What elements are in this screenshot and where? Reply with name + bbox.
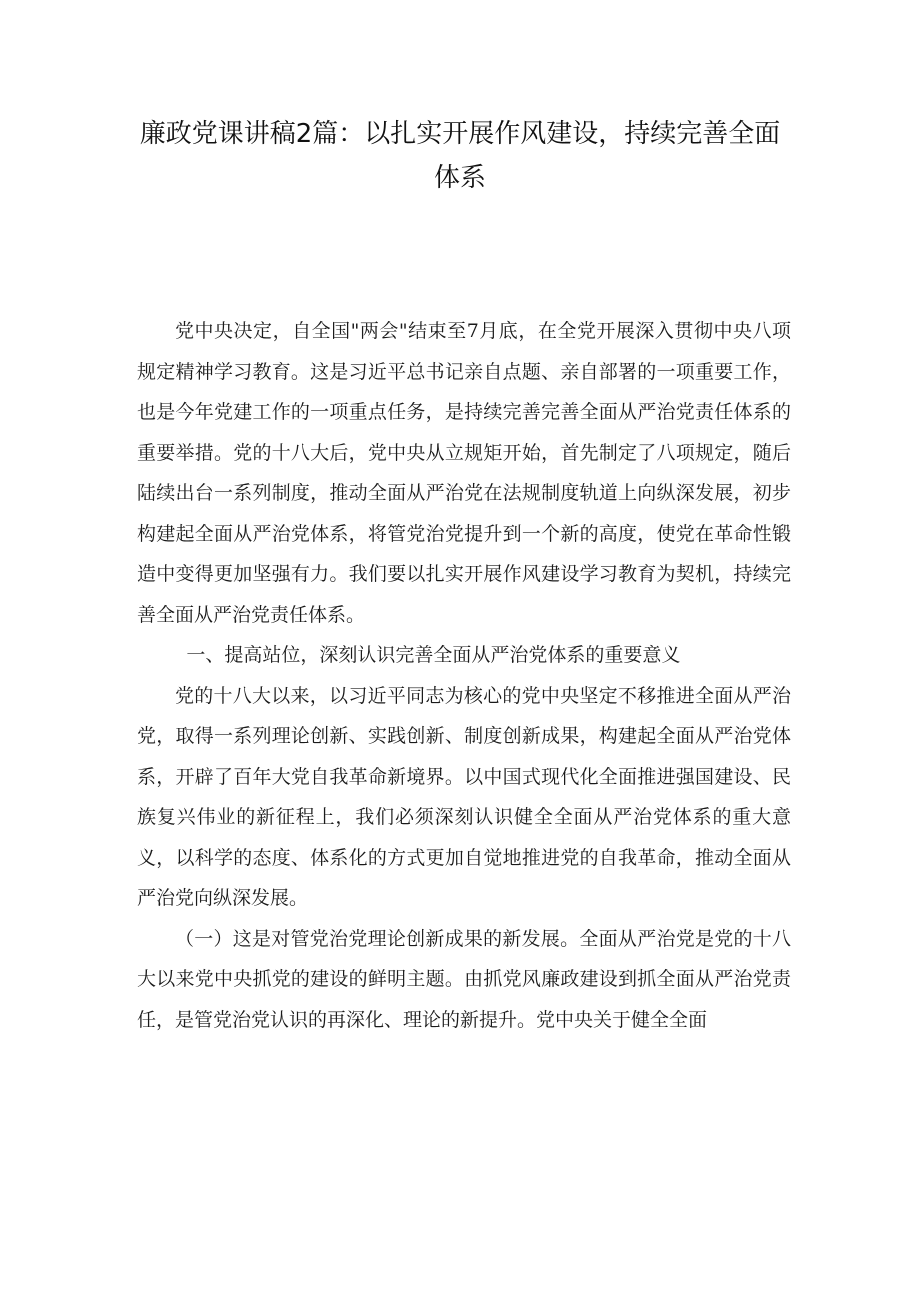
document-title — [130, 112, 790, 200]
document-body — [137, 311, 791, 1040]
title-line-2: 体系 — [433, 163, 486, 193]
paragraph-intro: 党中央决定，自全国"两会"结束至7月底，在全党开展深入贯彻中央八项规定精神学习教育。这是习近平总书记亲自点题、亲自部署的一项重要工作，也是今年党建工作的一项重点任务，是持续完善完善全面从严治党责任体系的重要举措。党的十八大后，党中央从立规矩开始，首先制定了八项规定，随后陆续出台一系列制度，推动全面从严治党在法规制度轨道上向纵深发展，初步构建起全面从严治党体系，将管党治党提升到一个新的高度，使党在革命性锻造中变得更加坚强有力。我们要以扎实开展作风建设学习教育为契机，持续完善全面从严治党责任体系。 — [137, 320, 791, 626]
title-line-1: 廉政党课讲稿2篇：以扎实开展作风建设，持续完善全面 — [139, 119, 781, 149]
section-heading-1: 一、提高站位，深刻认识完善全面从严治党体系的重要意义 — [186, 644, 681, 666]
paragraph-subsection-1: （一）这是对管党治党理论创新成果的新发展。全面从严治党是党的十八大以来党中央抓党的建设的鲜明主题。由抓党风廉政建设到抓全面从严治党责任，是管党治党认识的再深化、理论的新提升。党中央关于健全全面 — [137, 927, 791, 1031]
paragraph-section-1: 党的十八大以来，以习近平同志为核心的党中央坚定不移推进全面从严治党，取得一系列理论创新、实践创新、制度创新成果，构建起全面从严治党体系，开辟了百年大党自我革命新境界。以中国式现代化全面推进强国建设、民族复兴伟业的新征程上，我们必须深刻认识健全全面从严治党体系的重大意义，以科学的态度、体系化的方式更加自觉地推进党的自我革命，推动全面从严治党向纵深发展。 — [137, 684, 791, 909]
